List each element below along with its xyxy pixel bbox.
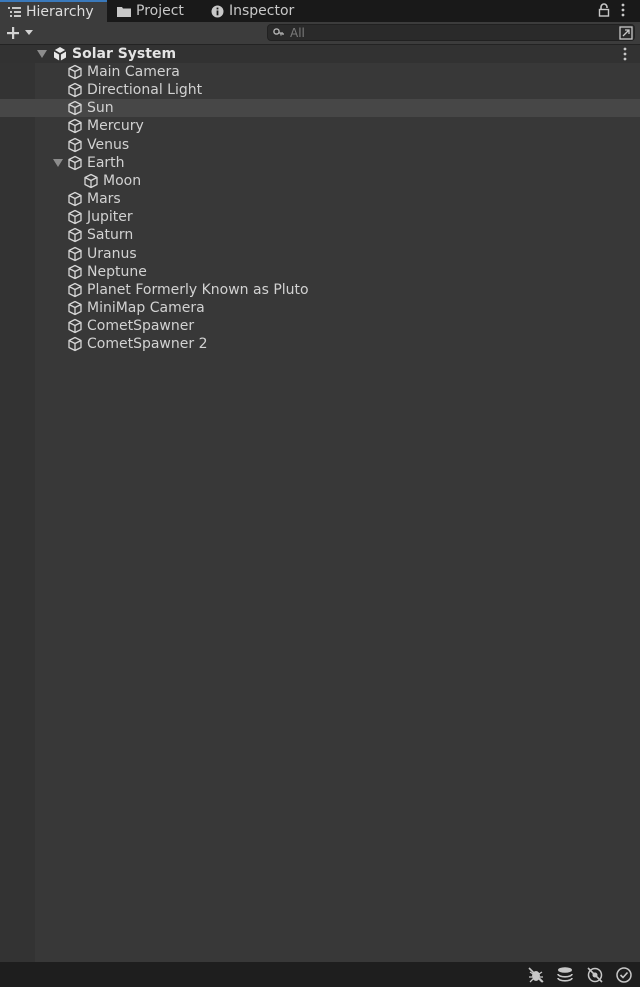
gameobject-cube-icon [67,227,83,243]
hierarchy-item-label: Venus [87,136,130,153]
gameobject-cube-icon [67,300,83,316]
hierarchy-item[interactable] [0,317,640,335]
plus-icon [6,26,20,40]
search-field[interactable] [267,24,635,41]
checkmark-icon[interactable] [615,966,633,984]
hierarchy-item-label: Mercury [87,118,144,135]
expand-arrow-icon[interactable] [37,50,47,59]
gameobject-cube-icon [67,137,83,153]
hierarchy-item[interactable] [0,154,640,172]
hierarchy-item[interactable] [0,117,640,135]
hierarchy-item[interactable] [0,81,640,99]
hierarchy-item[interactable] [0,208,640,226]
gameobject-cube-icon [67,264,83,280]
expand-arrow-icon[interactable] [53,159,63,168]
debug-disabled-icon[interactable] [527,966,545,984]
scene-header-row[interactable] [0,45,640,63]
search-icon [273,28,285,38]
hierarchy-item[interactable] [0,245,640,263]
hierarchy-item[interactable] [0,63,640,81]
status-bar [0,962,640,987]
gameobject-cube-icon [83,173,99,189]
lock-icon[interactable] [598,3,610,17]
scene-name: Solar System [72,46,177,62]
hierarchy-item-label: Sun [87,100,114,117]
tab-project[interactable] [117,0,184,22]
window-tab-bar [0,0,640,22]
hierarchy-item-label: MiniMap Camera [87,299,205,316]
hierarchy-item[interactable] [0,263,640,281]
tab-project-label: Project [136,3,184,19]
gameobject-cube-icon [67,246,83,262]
create-dropdown-button[interactable] [4,25,36,41]
tab-hierarchy[interactable] [0,0,107,22]
chevron-down-icon [25,30,33,36]
list-icon [8,6,22,18]
hierarchy-item[interactable] [0,299,640,317]
info-icon [211,5,224,18]
gameobject-cube-icon [67,209,83,225]
hierarchy-item-label: Earth [87,154,125,171]
tab-hierarchy-label: Hierarchy [26,4,94,20]
gameobject-cube-icon [67,282,83,298]
gameobject-cube-icon [67,336,83,352]
gameobject-cube-icon [67,318,83,334]
gameobject-cube-icon [67,64,83,80]
search-input[interactable] [290,25,590,40]
gameobject-cube-icon [67,155,83,171]
hierarchy-item-label: Mars [87,191,121,208]
hierarchy-item-label: Moon [103,172,142,189]
hierarchy-item-label: Neptune [87,263,147,280]
gameobject-cube-icon [67,118,83,134]
gameobject-cube-icon [67,100,83,116]
hierarchy-item-label: Uranus [87,245,137,262]
hierarchy-item[interactable] [0,226,640,244]
hierarchy-item[interactable] [0,99,640,117]
hierarchy-item[interactable] [0,136,640,154]
tab-inspector-label: Inspector [229,3,295,19]
hierarchy-item-label: Saturn [87,227,134,244]
hierarchy-item-label: CometSpawner [87,318,195,335]
scene-more-options-icon[interactable] [622,47,628,61]
hierarchy-item-label: Jupiter [87,209,133,226]
hierarchy-toolbar [0,22,640,45]
hierarchy-item-label: CometSpawner 2 [87,336,208,353]
more-options-icon[interactable] [620,3,626,17]
layers-icon[interactable] [556,966,574,984]
hierarchy-item[interactable] [0,335,640,353]
open-scene-hierarchy-icon[interactable] [619,26,633,40]
hierarchy-item[interactable] [0,190,640,208]
tab-inspector[interactable] [211,0,294,22]
hierarchy-item-label: Planet Formerly Known as Pluto [87,281,309,298]
visibility-disabled-icon[interactable] [586,966,604,984]
gameobject-cube-icon [67,191,83,207]
hierarchy-item-label: Main Camera [87,64,180,80]
hierarchy-item[interactable] [0,281,640,299]
folder-icon [117,5,131,17]
gameobject-cube-icon [67,82,83,98]
hierarchy-item[interactable] [0,172,640,190]
unity-scene-icon [52,46,68,62]
hierarchy-item-label: Directional Light [87,82,203,99]
